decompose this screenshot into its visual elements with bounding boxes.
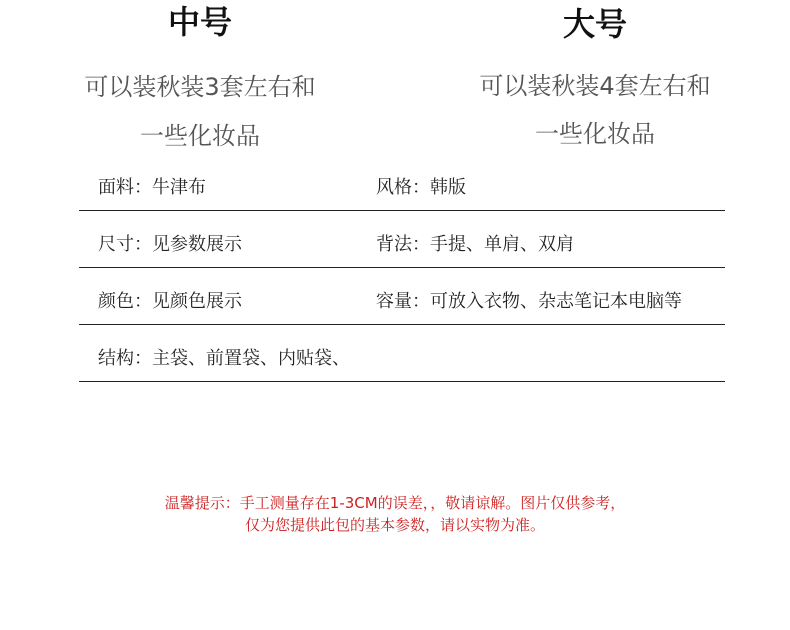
size-medium-desc-line1: 可以装秋装3套左右和 — [84, 73, 316, 101]
size-medium-desc-line2: 一些化妆品 — [140, 122, 260, 150]
size-large-desc-line1: 可以装秋装4套左右和 — [479, 72, 711, 100]
spec-structure: 结构：主袋、前置袋、内贴袋、 — [98, 348, 350, 369]
spec-color: 颜色：见颜色展示 — [98, 291, 242, 312]
spec-capacity: 容量：可放入衣物、杂志笔记本电脑等 — [376, 291, 682, 312]
spec-row — [79, 211, 725, 268]
notice-line1: 温馨提示：手工测量存在1-3CM的误差，，敬请谅解。图片仅供参考， — [164, 494, 626, 512]
spec-style: 风格：韩版 — [376, 177, 466, 198]
spec-row — [79, 268, 725, 325]
spec-carry-method: 背法：手提、单肩、双肩 — [376, 234, 574, 255]
size-large-desc-line2: 一些化妆品 — [535, 120, 655, 148]
spec-row — [79, 325, 725, 382]
size-medium-title: 中号 — [167, 3, 232, 41]
spec-row — [79, 154, 725, 211]
notice-line2: 仅为您提供此包的基本参数，请以实物为准。 — [244, 516, 545, 534]
notice — [0, 492, 790, 536]
spec-table — [79, 154, 725, 382]
spec-fabric: 面料：牛津布 — [98, 177, 206, 198]
spec-size: 尺寸：见参数展示 — [98, 234, 242, 255]
size-large-title: 大号 — [562, 5, 627, 43]
